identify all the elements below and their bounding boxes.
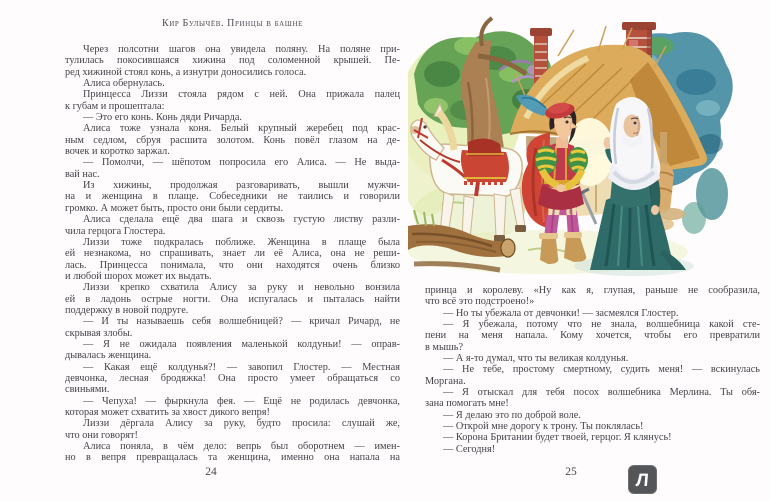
text-line: Лиззи дёргала Алису за руку, будто просила: слушай же, <box>83 418 400 430</box>
text-line: — И ты называешь себя волшебницей? — кричал Ричард, не <box>83 316 400 328</box>
text-line: — Какая ещё колдунья?! — завопил Глостер. — Местная <box>83 361 400 373</box>
text-line: — Не тебе, простому смертному, судить меня! — вскинулась <box>443 364 760 376</box>
text-line: что всё это подстроено!» <box>425 296 535 308</box>
text-line: и любой шорох может их выдать. <box>65 270 212 282</box>
text-line: — Я не ожидала появления маленькой колдуньи! — оправ- <box>83 338 400 350</box>
text-line: — Я отыскал для тебя посох волшебника Мерлина. Ты обя- <box>443 387 760 399</box>
logo-letter: Л <box>635 469 650 490</box>
page-number-left: 24 <box>205 466 217 478</box>
text-line: Алиса тоже узнала коня. Белый крупный жеребец под крас- <box>83 123 400 135</box>
text-line: ным седлом, сбруя расшита золотом. Конь повёл глазом на де- <box>65 134 400 146</box>
text-line: на и женщина в плаще. Собеседники не таились и говорили <box>65 191 400 203</box>
text-line: свиньями. <box>65 384 110 396</box>
text-line: вай нас. <box>65 168 100 180</box>
text-line: чила герцога Глостера. <box>65 225 166 237</box>
page-number-right: 25 <box>565 466 577 478</box>
text-line: Через полсотни шагов она увидела поляну. На поляне при- <box>83 44 400 55</box>
text-line: лась. Принцесса понимала, что они находятся очень близко <box>65 259 400 271</box>
text-line: — Сегодня! <box>443 443 496 455</box>
text-line: — А я-то думал, что ты великая колдунья. <box>443 353 629 365</box>
text-line: которая может схватить за хвост дикого вепря! <box>65 407 270 418</box>
text-line: дывалась женщина. <box>65 350 152 362</box>
text-line: — Я делаю это по доброй воле. <box>443 409 581 421</box>
text-line: Из хижины, продолжая разговаривать, вышли мужчи- <box>83 180 400 192</box>
text-line: Принцесса Лиззи стояла рядом с ней. Она прижала палец <box>83 89 400 101</box>
text-line: — Но ты убежала от девчонки! — засмеялся Глостер. <box>443 307 679 319</box>
text-line: вочек и коротко заржал. <box>65 146 170 158</box>
text-line: Алиса поняла, в чём дело: вепрь был оборотнем — имен- <box>83 441 400 453</box>
text-line: но в вепря превращалась та женщина, именно она напала на <box>65 452 400 464</box>
text-line: Лиззи тоже подкралась поближе. Женщина в плаще была <box>83 236 400 248</box>
text-line: в мышь? <box>425 341 464 353</box>
text-line: принца и королеву. «Ну как я, глупая, раньше не сообразила, <box>425 285 760 296</box>
right-page-text <box>425 285 760 455</box>
text-line: — Помолчи, — шёпотом попросила его Алиса. — Не выда- <box>83 157 400 169</box>
text-line: поддержку в новой подруге. <box>65 304 189 316</box>
text-line: — Корона Британии будет твоей, герцог. Я клянусь! <box>443 432 672 444</box>
text-line: скрывая злобы. <box>65 327 133 339</box>
text-line: — Чепуха! — фыркнула фея. — Ещё не родилась девчонка, <box>83 395 400 407</box>
text-line: Алиса обернулась. <box>83 78 165 90</box>
text-line: тулилась покосившаяся хижина под соломенной крышей. Пе- <box>65 55 400 67</box>
text-line: — Открой мне дорогу к трону. Ты поклялась! <box>443 421 644 433</box>
text-line: — Я убежала, потому что не знала, волшебница какой сте- <box>443 319 760 331</box>
text-line: ред хижиной стоял конь, а изнутри доносились голоса. <box>65 66 307 78</box>
text-line: что они говорят! <box>65 429 138 441</box>
left-page-text <box>65 44 400 464</box>
text-line: Лиззи крепко схватила Алису за руку и невольно вонзила <box>83 282 400 294</box>
text-line: Алиса сделала ещё два шага и сквозь густую листву разли- <box>83 214 400 226</box>
publisher-logo <box>628 465 657 494</box>
text-line: ей в ладонь острые ногти. Она испугалась и пыталась найти <box>65 293 400 305</box>
text-line: девчонка, лесная бродяжка! Она просто умеет обращаться со <box>65 372 400 384</box>
text-line: пени на меня напала. Кому хочется, чтобы его превратили <box>425 330 760 342</box>
text-line: Моргана. <box>425 375 466 387</box>
illustration <box>408 12 768 280</box>
text-line: зана помогать мне! <box>425 398 509 410</box>
text-line: к губам и прошептала: <box>65 100 165 112</box>
text-line: — Это его конь. Конь дяди Ричарда. <box>83 112 242 124</box>
running-title: Кир Булычёв. Принцы в башне <box>161 18 303 29</box>
text-line: ей незнакома, но спрашивать, знает ли её Алиса, она не реши- <box>65 248 400 260</box>
text-line: громко. А может быть, просто они были сердиты. <box>65 202 284 214</box>
